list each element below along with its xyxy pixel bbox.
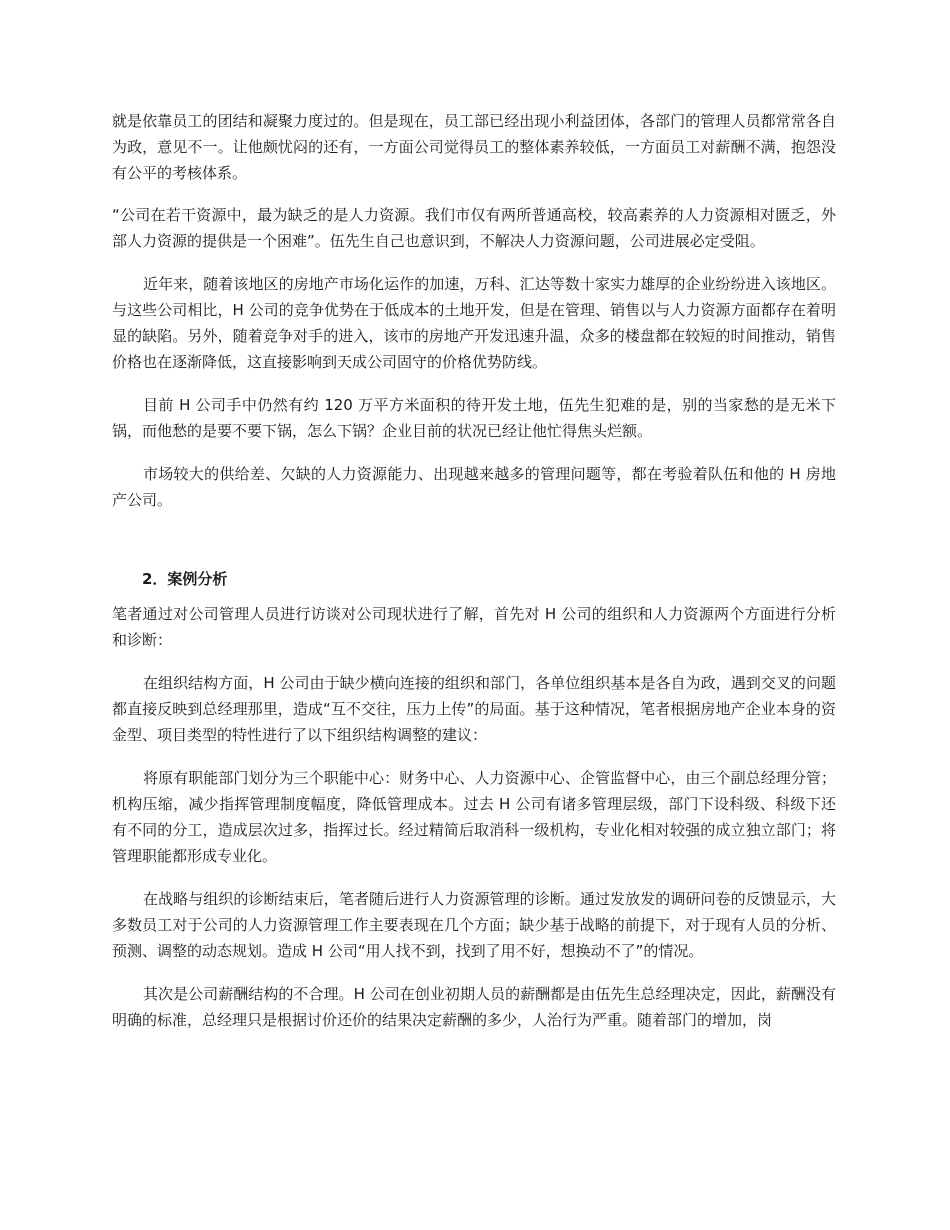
paragraph-land: 目前 H 公司手中仍然有约 120 万平方米面积的待开发土地，伍先生犯难的是，别的当家愁的是无米下锅，而他愁的是要不要下锅，怎么下锅？企业目前的状况已经让他忙得焦头烂额。	[112, 396, 836, 440]
paragraph-hr-diagnosis: 在战略与组织的诊断结束后，笔者随后进行人力资源管理的诊断。通过发放发的调研问卷的反馈显示，大多数员工对于公司的人力资源管理工作主要表现在几个方面；缺少基于战略的前提下，对于现有人员的分析、预测、调整的动态规划。造成 H 公司“用人找不到，找到了用不好，想换动不了”的情况。	[112, 890, 836, 960]
paragraph-quote: “公司在若干资源中，最为缺乏的是人力资源。我们市仅有两所普通高校，较高素养的人力资源相对匮乏，外部人力资源的提供是一个困难”。伍先生自己也意识到，不解决人力资源问题，公司进展必定受阻。	[112, 206, 836, 250]
paragraph-org-structure: 在组织结构方面，H 公司由于缺少横向连接的组织和部门，各单位组织基本是各自为政，遇到交叉的问题都直接反映到总经理那里，造成“互不交往，压力上传”的局面。基于这种情况，笔者根据房地产企业本身的资金型、项目类型的特性进行了以下组织结构调整的建议：	[112, 674, 836, 744]
document-page	[112, 108, 836, 1033]
paragraph-challenges: 市场较大的供给差、欠缺的人力资源能力、出现越来越多的管理问题等，都在考验着队伍和他的 H 房地产公司。	[112, 465, 836, 509]
paragraph-salary: 其次是公司薪酬结构的不合理。H 公司在创业初期人员的薪酬都是由伍先生总经理决定，因此，薪酬没有明确的标准，总经理只是根据讨价还价的结果决定薪酬的多少，人治行为严重。随着部门的增加，岗	[112, 985, 836, 1029]
paragraph-functional-centers: 将原有职能部门划分为三个职能中心：财务中心、人力资源中心、企管监督中心，由三个副总经理分管；机构压缩，减少指挥管理制度幅度，降低管理成本。过去 H 公司有诸多管理层级，部门下设科级、科级下还有不同的分工，造成层次过多，指挥过长。经过精简后取消科一级机构，专业化相对较强的成立独立部门；将管理职能都形成专业化。	[112, 769, 836, 865]
paragraph-market: 近年来，随着该地区的房地产市场化运作的加速，万科、汇达等数十家实力雄厚的企业纷纷进入该地区。与这些公司相比，H 公司的竞争优势在于低成本的土地开发，但是在管理、销售以与人力资源方面都存在着明显的缺陷。另外，随着竞争对手的进入，该市的房地产开发迅速升温，众多的楼盘都在较短的时间推动，销售价格也在逐渐降低，这直接影响到天成公司固守的价格优势防线。	[112, 275, 836, 371]
section-heading: 2．案例分析	[142, 570, 228, 588]
paragraph-analysis-intro: 笔者通过对公司管理人员进行访谈对公司现状进行了解，首先对 H 公司的组织和人力资源两个方面进行分析和诊断：	[112, 605, 836, 649]
paragraph-continuation: 就是依靠员工的团结和凝聚力度过的。但是现在，员工部已经出现小利益团体，各部门的管理人员都常常各自为政，意见不一。让他颇忧闷的还有，一方面公司觉得员工的整体素养较低，一方面员工对薪酬不满，抱怨没有公平的考核体系。	[112, 112, 836, 182]
